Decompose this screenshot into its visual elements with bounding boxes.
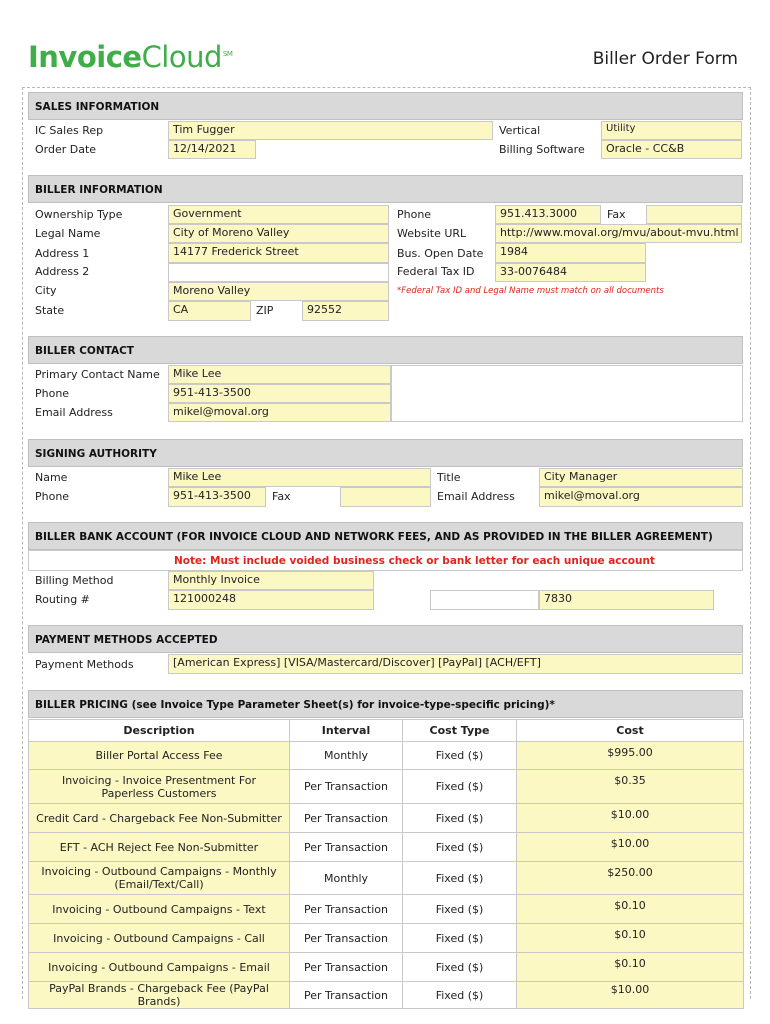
invoicecloud-logo xyxy=(28,40,232,74)
address-2-label: Address 2 xyxy=(35,265,90,278)
ownership-type-field[interactable]: Government xyxy=(168,205,389,224)
fax-label: Fax xyxy=(607,208,626,221)
state-field[interactable]: CA xyxy=(168,301,251,321)
pricing-row xyxy=(29,953,744,982)
row-cost[interactable]: $10.00 xyxy=(517,982,744,1009)
signer-fax-field[interactable] xyxy=(340,487,431,507)
row-interval: Per Transaction xyxy=(290,895,403,924)
signer-phone-label: Phone xyxy=(35,490,70,503)
col-cost-type: Cost Type xyxy=(403,720,517,742)
zip-field[interactable]: 92552 xyxy=(302,301,389,321)
row-interval: Per Transaction xyxy=(290,770,403,804)
signer-name-label: Name xyxy=(35,471,68,484)
col-interval: Interval xyxy=(290,720,403,742)
pricing-row xyxy=(29,895,744,924)
row-description: Invoicing - Outbound Campaigns - Monthly (Email/Text/Call) xyxy=(29,862,290,895)
federal-tax-id-field[interactable]: 33-0076484 xyxy=(495,263,646,282)
billing-method-label: Billing Method xyxy=(35,574,114,587)
row-cost[interactable]: $10.00 xyxy=(517,833,744,862)
order-date-label: Order Date xyxy=(35,143,97,156)
row-cost-type: Fixed ($) xyxy=(403,953,517,982)
row-cost-type: Fixed ($) xyxy=(403,895,517,924)
website-url-field[interactable]: http://www.moval.org/mvu/about-mvu.html xyxy=(495,224,742,243)
address-1-field[interactable]: 14177 Frederick Street xyxy=(168,243,389,263)
primary-contact-label: Primary Contact Name xyxy=(35,368,160,381)
section-signing-authority: SIGNING AUTHORITY xyxy=(28,439,743,467)
row-cost[interactable]: $10.00 xyxy=(517,804,744,833)
last-4-acct-label-box xyxy=(430,590,539,610)
row-interval: Per Transaction xyxy=(290,924,403,953)
section-biller-information: BILLER INFORMATION xyxy=(28,175,743,203)
payment-methods-field[interactable]: [American Express] [VISA/Mastercard/Discover] [PayPal] [ACH/EFT] xyxy=(168,654,743,674)
pricing-row xyxy=(29,862,744,895)
section-biller-bank-account: BILLER BANK ACCOUNT (FOR INVOICE CLOUD AND NETWORK FEES, AND AS PROVIDED IN THE BILLER AGREEMENT) xyxy=(28,522,743,550)
address-2-field[interactable] xyxy=(168,263,389,282)
pricing-row xyxy=(29,770,744,804)
section-payment-methods: PAYMENT METHODS ACCEPTED xyxy=(28,625,743,653)
row-cost[interactable]: $0.35 xyxy=(517,770,744,804)
billing-method-field[interactable]: Monthly Invoice xyxy=(168,571,374,590)
row-cost-type: Fixed ($) xyxy=(403,833,517,862)
row-interval: Per Transaction xyxy=(290,953,403,982)
payment-methods-label: Payment Methods xyxy=(35,658,134,671)
billing-software-field[interactable]: Oracle - CC&B xyxy=(601,140,742,159)
pricing-row xyxy=(29,833,744,862)
ownership-type-label: Ownership Type xyxy=(35,208,123,221)
tax-id-note: *Federal Tax ID and Legal Name must match on all documents xyxy=(397,286,664,296)
phone-label: Phone xyxy=(397,208,432,221)
pricing-row xyxy=(29,924,744,953)
billing-software-label: Billing Software xyxy=(499,143,585,156)
last-4-acct-field[interactable]: 7830 xyxy=(539,590,714,610)
bank-note: Note: Must include voided business check or bank letter for each unique account xyxy=(174,555,655,567)
row-description: Invoicing - Outbound Campaigns - Call xyxy=(29,924,290,953)
row-cost-type: Fixed ($) xyxy=(403,770,517,804)
signer-phone-field[interactable]: 951-413-3500 xyxy=(168,487,266,507)
section-biller-contact: BILLER CONTACT xyxy=(28,336,743,364)
legal-name-label: Legal Name xyxy=(35,227,101,240)
contact-email-label: Email Address xyxy=(35,406,113,419)
contact-email-field[interactable]: mikel@moval.org xyxy=(168,403,391,422)
order-date-field[interactable]: 12/14/2021 xyxy=(168,140,256,159)
signer-title-label: Title xyxy=(437,471,461,484)
row-description: Credit Card - Chargeback Fee Non-Submitter xyxy=(29,804,290,833)
routing-label: Routing # xyxy=(35,593,90,606)
primary-contact-field[interactable]: Mike Lee xyxy=(168,365,391,384)
row-cost[interactable]: $0.10 xyxy=(517,924,744,953)
pricing-row xyxy=(29,742,744,770)
contact-phone-label: Phone xyxy=(35,387,70,400)
state-label: State xyxy=(35,304,65,317)
row-cost[interactable]: $0.10 xyxy=(517,895,744,924)
signer-email-label: Email Address xyxy=(437,490,515,503)
federal-tax-id-label: Federal Tax ID xyxy=(397,265,475,278)
row-description: Biller Portal Access Fee xyxy=(29,742,290,770)
city-field[interactable]: Moreno Valley xyxy=(168,282,389,301)
city-label: City xyxy=(35,284,57,297)
row-interval: Per Transaction xyxy=(290,833,403,862)
legal-name-field[interactable]: City of Moreno Valley xyxy=(168,224,389,243)
col-cost: Cost xyxy=(517,720,744,742)
row-description: Invoicing - Invoice Presentment For Paperless Customers xyxy=(29,770,290,804)
row-cost[interactable]: $995.00 xyxy=(517,742,744,770)
row-cost-type: Fixed ($) xyxy=(403,982,517,1009)
row-cost-type: Fixed ($) xyxy=(403,742,517,770)
section-biller-pricing: BILLER PRICING (see Invoice Type Parameter Sheet(s) for invoice-type-specific pricing)* xyxy=(28,690,743,718)
row-description: Invoicing - Outbound Campaigns - Text xyxy=(29,895,290,924)
bus-open-date-label: Bus. Open Date xyxy=(397,247,484,260)
website-url-label: Website URL xyxy=(397,227,467,240)
row-description: PayPal Brands - Chargeback Fee (PayPal Brands) xyxy=(29,982,290,1009)
ic-sales-rep-field[interactable]: Tim Fugger xyxy=(168,121,493,140)
logo-text-cloud: Cloud xyxy=(141,40,222,74)
row-cost[interactable]: $250.00 xyxy=(517,862,744,895)
page-title: Biller Order Form xyxy=(592,49,738,69)
pricing-header-row xyxy=(29,720,744,742)
col-description: Description xyxy=(29,720,290,742)
vertical-label: Vertical xyxy=(499,124,541,137)
row-interval: Per Transaction xyxy=(290,804,403,833)
signer-fax-label: Fax xyxy=(272,490,291,503)
row-cost-type: Fixed ($) xyxy=(403,924,517,953)
logo-service-mark: SM xyxy=(222,50,233,59)
pricing-row xyxy=(29,804,744,833)
row-cost-type: Fixed ($) xyxy=(403,862,517,895)
signer-title-field[interactable]: City Manager xyxy=(539,468,743,487)
routing-field[interactable]: 121000248 xyxy=(168,590,374,610)
contact-phone-field[interactable]: 951-413-3500 xyxy=(168,384,391,403)
row-interval: Monthly xyxy=(290,862,403,895)
vertical-field[interactable]: Utility xyxy=(601,121,742,140)
row-description: EFT - ACH Reject Fee Non-Submitter xyxy=(29,833,290,862)
signer-name-field[interactable]: Mike Lee xyxy=(168,468,431,487)
address-1-label: Address 1 xyxy=(35,247,90,260)
row-interval: Per Transaction xyxy=(290,982,403,1009)
signer-email-field[interactable]: mikel@moval.org xyxy=(539,487,743,507)
fax-field[interactable] xyxy=(646,205,742,224)
row-interval: Monthly xyxy=(290,742,403,770)
pricing-table xyxy=(28,719,744,1009)
zip-label: ZIP xyxy=(256,304,274,317)
row-description: Invoicing - Outbound Campaigns - Email xyxy=(29,953,290,982)
section-sales-information: SALES INFORMATION xyxy=(28,92,743,120)
bus-open-date-field[interactable]: 1984 xyxy=(495,243,646,263)
phone-field[interactable]: 951.413.3000 xyxy=(495,205,601,224)
row-cost[interactable]: $0.10 xyxy=(517,953,744,982)
logo-text-invoice: Invoice xyxy=(28,40,142,74)
contact-empty-area xyxy=(391,365,743,422)
pricing-row xyxy=(29,982,744,1009)
ic-sales-rep-label: IC Sales Rep xyxy=(35,124,104,137)
row-cost-type: Fixed ($) xyxy=(403,804,517,833)
